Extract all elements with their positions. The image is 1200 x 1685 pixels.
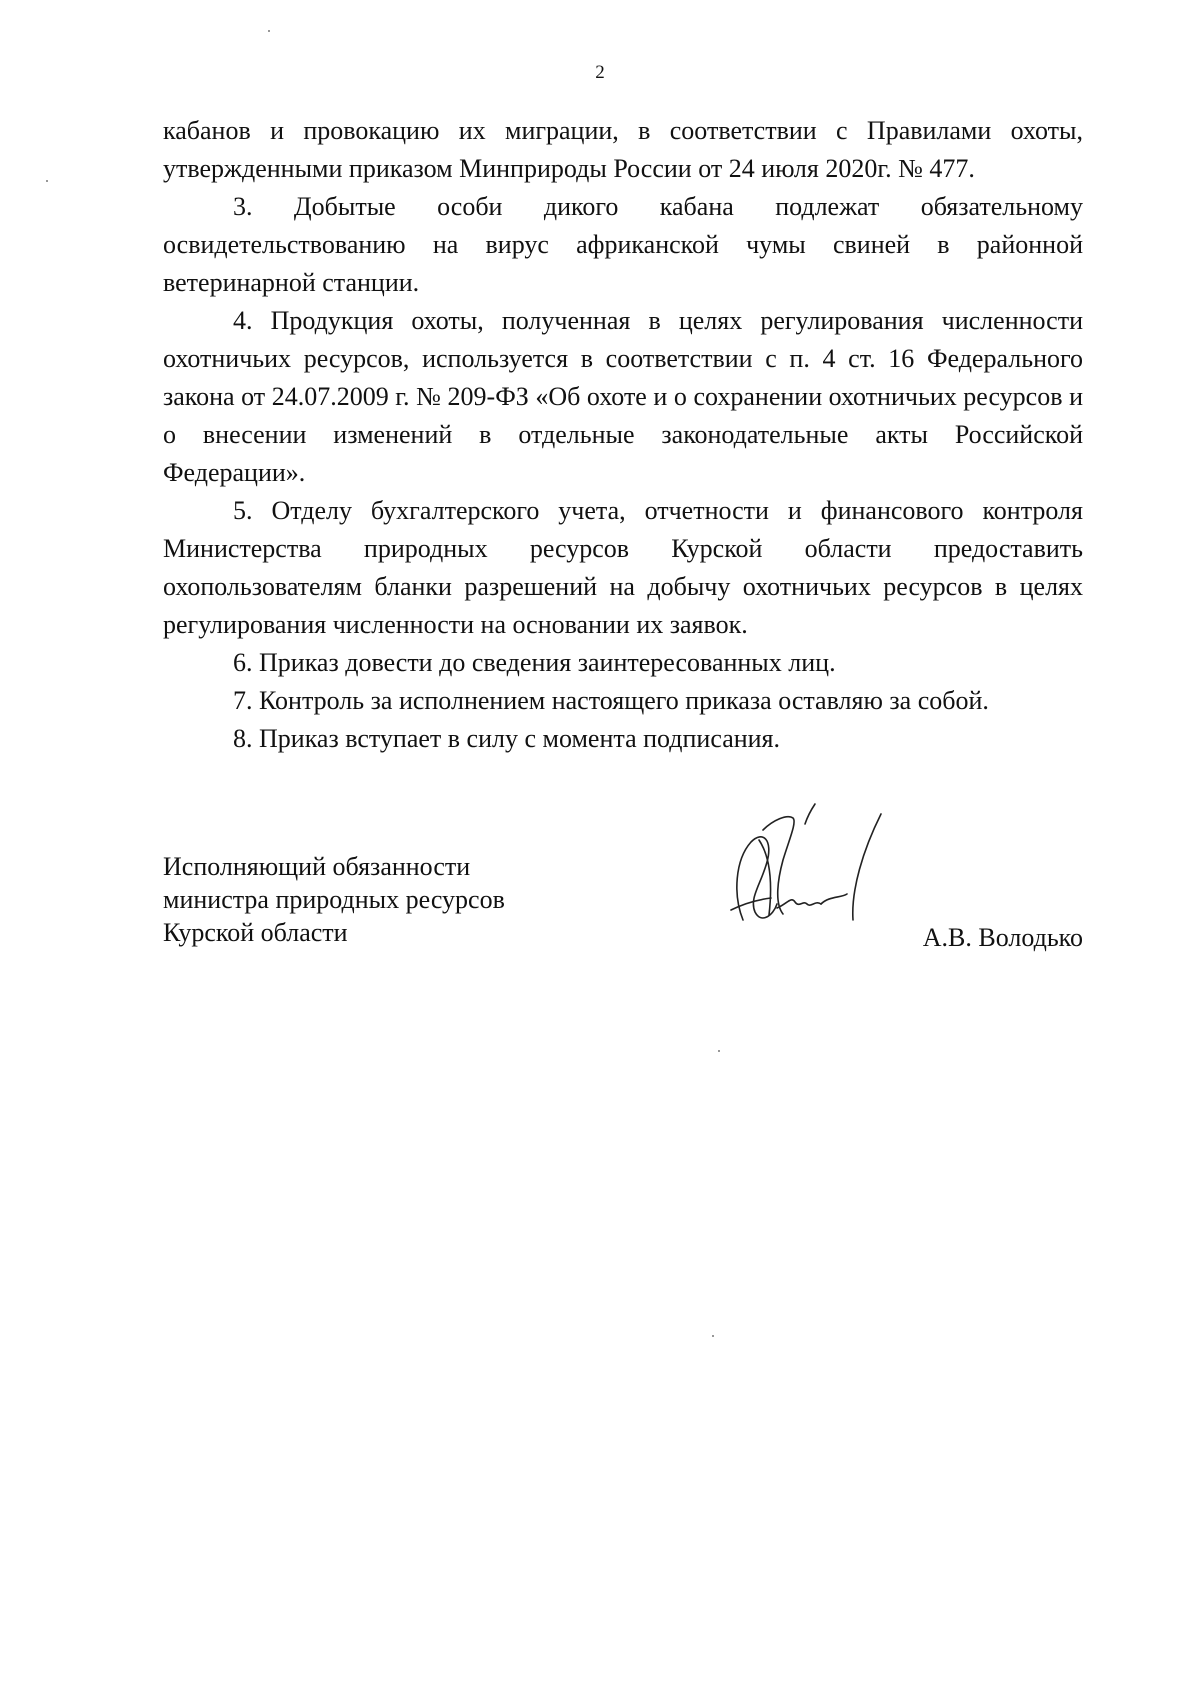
paragraph: 8. Приказ вступает в силу с момента подписания. (233, 724, 781, 753)
paragraph: кабанов и провокацию их миграции, в соответствии с Правилами охоты, утвержденными приказом Минприроды России от 24 июля 2020г. № 477. (163, 116, 1083, 183)
scan-speck (268, 30, 270, 32)
page-number: 2 (595, 62, 605, 83)
scan-speck (46, 180, 48, 182)
signer-title-line: министра природных ресурсов (163, 885, 505, 914)
paragraph: 6. Приказ довести до сведения заинтересованных лиц. (233, 648, 836, 677)
paragraph: 7. Контроль за исполнением настоящего приказа оставляю за собой. (233, 686, 989, 715)
signature-block (163, 850, 1083, 960)
signer-title (163, 850, 583, 949)
handwritten-signature-icon (703, 800, 903, 940)
paragraph: 4. Продукция охоты, полученная в целях регулирования численности охотничьих ресурсов, используется в соответствии с п. 4 ст. 16 Федерального закона от 24.07.2009 г. № 209-ФЗ «Об охоте и о сохранении охотничьих ресурсов и о внесении изменений в отдельные законодательные акты Российской Федерации». (163, 306, 1083, 487)
document-body (163, 112, 1083, 758)
signer-title-line: Исполняющий обязанности (163, 852, 471, 881)
signer-title-line: Курской области (163, 918, 348, 947)
scan-speck (718, 1050, 720, 1052)
signer-name: А.В. Володько (922, 923, 1083, 952)
paragraph: 3. Добытые особи дикого кабана подлежат обязательному освидетельствованию на вирус африканской чумы свиней в районной ветеринарной станции. (163, 192, 1083, 297)
paragraph: 5. Отделу бухгалтерского учета, отчетности и финансового контроля Министерства природных ресурсов Курской области предоставить охопользователям бланки разрешений на добычу охотничьих ресурсов в целях регулирования численности на основании их заявок. (163, 496, 1083, 639)
scan-speck (712, 1335, 714, 1337)
